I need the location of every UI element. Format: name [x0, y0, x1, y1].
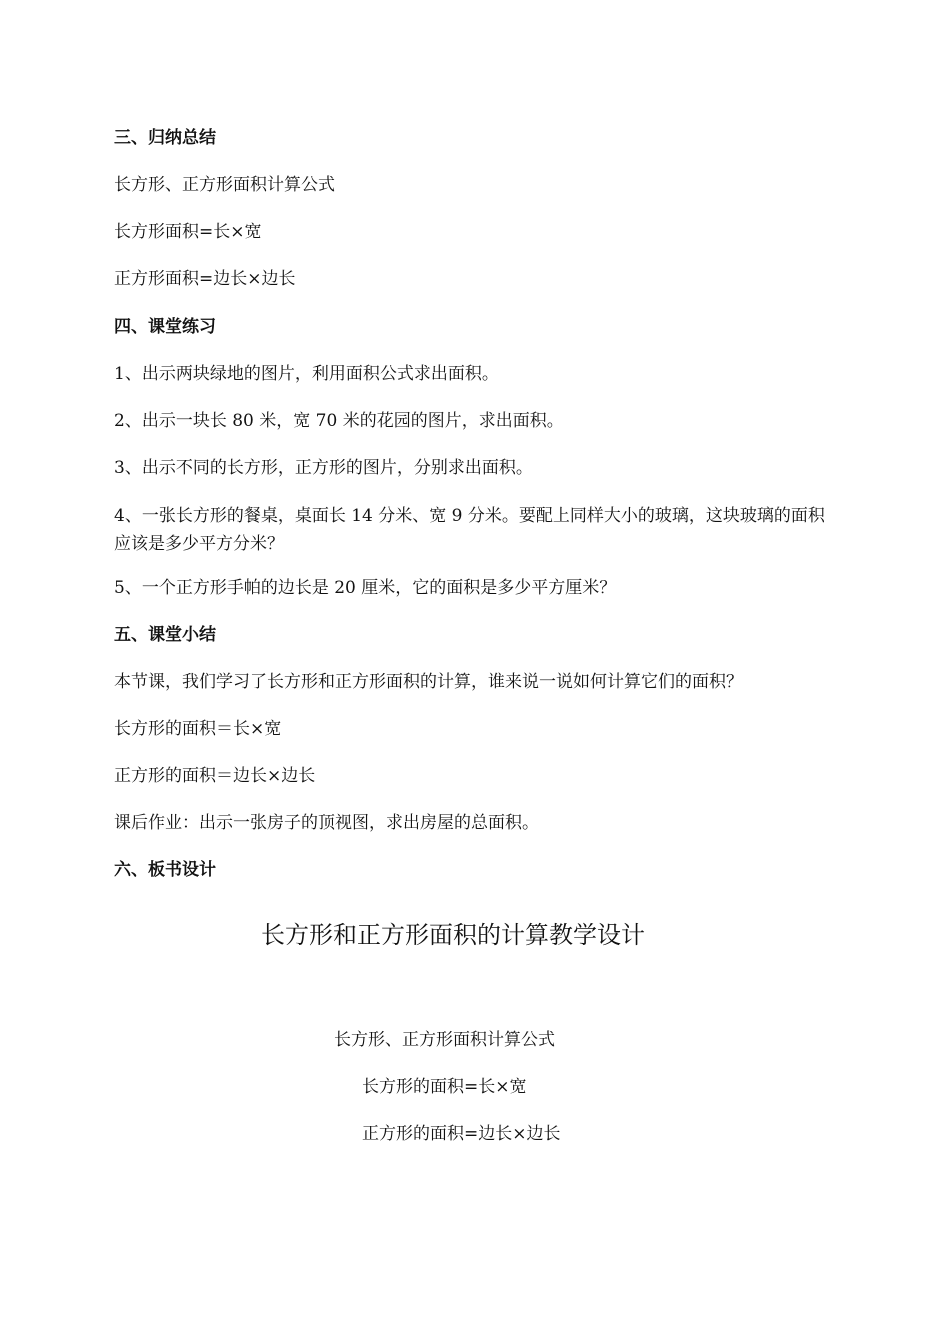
- exercise-item: 4、一张长方形的餐桌，桌面长 14 分米、宽 9 分米。要配上同样大小的玻璃，这块玻璃的面积应该是多少平方分米？: [114, 506, 825, 554]
- formula-title: 长方形、正方形面积计算公式: [114, 175, 335, 195]
- square-formula: 正方形面积=边长×边长: [114, 269, 296, 289]
- section-6-heading: 六、板书设计: [114, 860, 216, 880]
- section-5-heading: 五、课堂小结: [114, 625, 216, 645]
- square-area-formula: 正方形的面积＝边长×边长: [114, 766, 316, 786]
- exercise-item: 2、出示一块长 80 米，宽 70 米的花园的图片，求出面积。: [114, 411, 564, 431]
- board-square-formula: 正方形的面积=边长×边长: [362, 1124, 561, 1144]
- rectangle-area-formula: 长方形的面积＝长×宽: [114, 719, 282, 739]
- exercise-item: 5、一个正方形手帕的边长是 20 厘米，它的面积是多少平方厘米？: [114, 578, 617, 598]
- exercise-item: 1、出示两块绿地的图片，利用面积公式求出面积。: [114, 364, 499, 384]
- section-3-heading: 三、归纳总结: [114, 128, 216, 148]
- summary-text: 本节课，我们学习了长方形和正方形面积的计算，谁来说一说如何计算它们的面积？: [114, 672, 743, 692]
- board-title: 长方形和正方形面积的计算教学设计: [261, 921, 645, 949]
- board-rectangle-formula: 长方形的面积=长×宽: [362, 1077, 527, 1097]
- exercise-item: 3、出示不同的长方形，正方形的图片，分别求出面积。: [114, 458, 533, 478]
- homework-text: 课后作业：出示一张房子的顶视图，求出房屋的总面积。: [114, 813, 539, 833]
- rectangle-formula: 长方形面积=长×宽: [114, 222, 262, 242]
- section-4-heading: 四、课堂练习: [114, 317, 216, 337]
- board-formula-title: 长方形、正方形面积计算公式: [334, 1030, 555, 1050]
